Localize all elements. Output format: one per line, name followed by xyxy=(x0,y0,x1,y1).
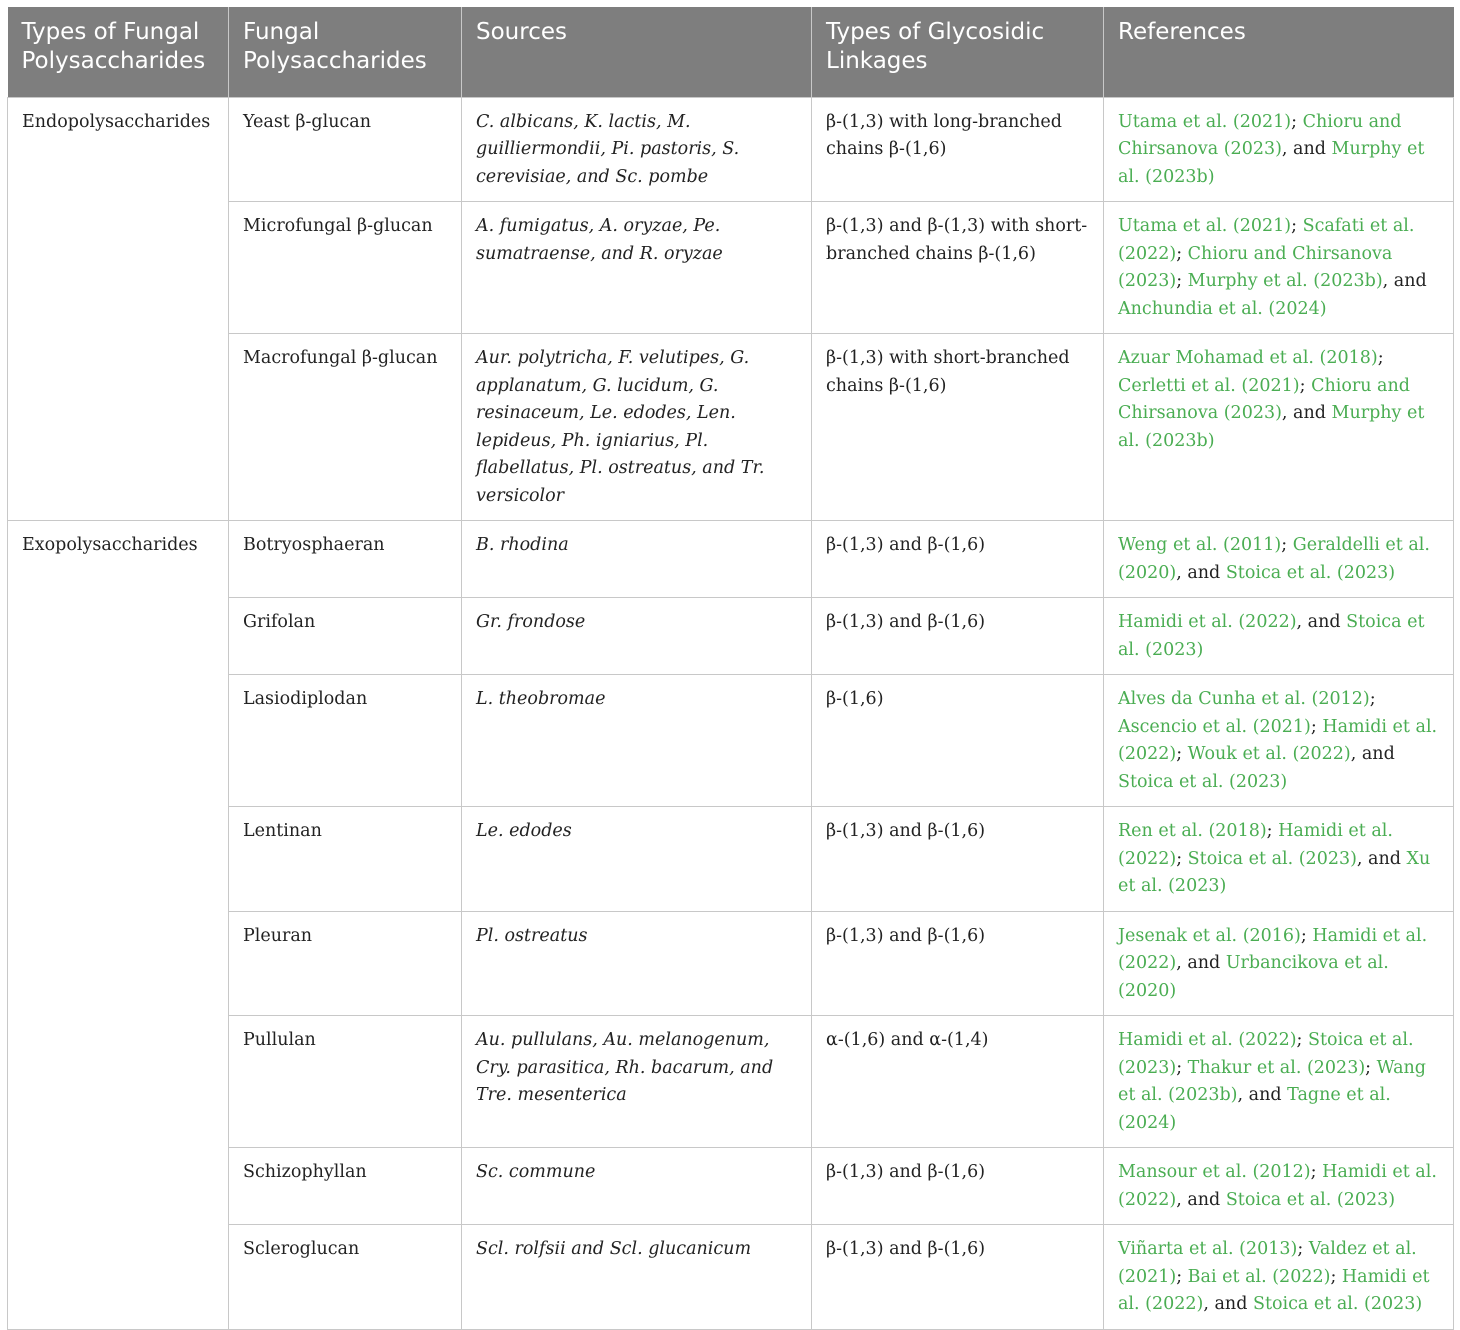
references-cell xyxy=(1104,1225,1454,1330)
reference-link[interactable]: Anchundia et al. (2024) xyxy=(1118,298,1327,319)
reference-link[interactable]: Tagne et al. (2024) xyxy=(1118,1085,1391,1133)
polysaccharide-name-cell: Microfungal β-glucan xyxy=(229,202,462,334)
reference-separator: ; xyxy=(1176,744,1188,764)
reference-link[interactable]: Hamidi et al. (2022) xyxy=(1118,1030,1297,1050)
reference-separator: , and xyxy=(1176,953,1226,973)
reference-separator: ; xyxy=(1176,1266,1188,1287)
reference-separator: , and xyxy=(1237,1085,1288,1105)
reference-link[interactable]: Alves da Cunha et al. (2012) xyxy=(1118,689,1370,709)
reference-separator: ; xyxy=(1176,848,1188,869)
reference-separator: , and xyxy=(1296,612,1347,632)
reference-separator: ; xyxy=(1299,375,1312,396)
sources-cell: L. theobromae xyxy=(462,675,812,807)
polysaccharide-name-cell: Yeast β-glucan xyxy=(229,97,462,202)
polysaccharide-name-cell: Botryosphaeran xyxy=(229,521,462,598)
reference-link[interactable]: Murphy et al. (2023b) xyxy=(1118,139,1425,187)
linkages-cell: β-(1,3) with short-branched chains β-(1,6) xyxy=(812,334,1104,521)
reference-link[interactable]: Hamidi et al. (2022) xyxy=(1118,1266,1430,1314)
reference-link[interactable]: Hamidi et al. (2022) xyxy=(1118,716,1438,764)
reference-separator: ; xyxy=(1266,821,1279,841)
references-cell xyxy=(1104,521,1454,598)
reference-link[interactable]: Scafati et al. (2022) xyxy=(1118,216,1415,264)
reference-separator: ; xyxy=(1297,1239,1309,1259)
references-cell xyxy=(1104,334,1454,521)
reference-separator: ; xyxy=(1310,1162,1323,1182)
reference-separator: ; xyxy=(1291,216,1303,236)
sources-cell: Scl. rolfsii and Scl. glucanicum xyxy=(462,1225,812,1330)
linkages-cell: β-(1,3) and β-(1,3) with short-branched chains β-(1,6) xyxy=(812,202,1104,334)
polysaccharide-name-cell: Lentinan xyxy=(229,807,462,912)
reference-separator: , and xyxy=(1281,139,1332,159)
polysaccharide-name-cell: Pleuran xyxy=(229,911,462,1016)
reference-link[interactable]: Viñarta et al. (2013) xyxy=(1118,1239,1298,1259)
reference-link[interactable]: Stoica et al. (2023) xyxy=(1187,848,1357,869)
reference-separator: ; xyxy=(1369,689,1376,709)
linkages-cell: β-(1,3) and β-(1,6) xyxy=(812,521,1104,598)
header-sources: Sources xyxy=(462,7,812,97)
reference-separator: , and xyxy=(1203,1294,1253,1314)
reference-link[interactable]: Jesenak et al. (2016) xyxy=(1118,925,1301,946)
reference-link[interactable]: Stoica et al. (2023) xyxy=(1252,1294,1423,1314)
reference-separator: ; xyxy=(1176,271,1188,291)
reference-separator: , and xyxy=(1176,1189,1226,1210)
reference-separator: , and xyxy=(1281,403,1332,423)
polysaccharide-name-cell: Scleroglucan xyxy=(229,1225,462,1330)
references-cell xyxy=(1104,807,1454,912)
sources-cell: B. rhodina xyxy=(462,521,812,598)
references-cell xyxy=(1104,1016,1454,1148)
linkages-cell: β-(1,3) and β-(1,6) xyxy=(812,807,1104,912)
header-glycosidic-linkages: Types of Glycosidic Linkages xyxy=(812,7,1104,97)
polysaccharide-type-cell: Endopolysaccharides xyxy=(8,97,229,521)
polysaccharide-name-cell: Pullulan xyxy=(229,1016,462,1148)
reference-separator: ; xyxy=(1310,716,1323,737)
sources-cell: Gr. frondose xyxy=(462,598,812,675)
references-cell xyxy=(1104,1148,1454,1225)
reference-link[interactable]: Utama et al. (2021) xyxy=(1118,111,1292,132)
header-references: References xyxy=(1104,7,1454,97)
polysaccharides-table xyxy=(7,7,1454,1330)
reference-link[interactable]: Hamidi et al. (2022) xyxy=(1118,612,1297,632)
reference-link[interactable]: Stoica et al. (2023) xyxy=(1225,1189,1396,1210)
linkages-cell: β-(1,3) with long-branched chains β-(1,6) xyxy=(812,97,1104,202)
reference-link[interactable]: Stoica et al. (2023) xyxy=(1118,771,1288,792)
table-row xyxy=(8,97,1454,202)
references-cell xyxy=(1104,202,1454,334)
polysaccharide-name-cell: Lasiodiplodan xyxy=(229,675,462,807)
polysaccharide-name-cell: Macrofungal β-glucan xyxy=(229,334,462,521)
reference-link[interactable]: Chioru and Chirsanova (2023) xyxy=(1118,243,1393,291)
sources-cell: Le. edodes xyxy=(462,807,812,912)
references-cell xyxy=(1104,97,1454,202)
reference-link[interactable]: Geraldelli et al. (2020) xyxy=(1118,535,1430,583)
references-cell xyxy=(1104,598,1454,675)
sources-cell: C. albicans, K. lactis, M. guilliermondii, Pi. pastoris, S. cerevisiae, and Sc. pombe xyxy=(462,97,812,202)
reference-link[interactable]: Weng et al. (2011) xyxy=(1118,535,1282,555)
references-cell xyxy=(1104,911,1454,1016)
references-cell xyxy=(1104,675,1454,807)
sources-cell: Sc. commune xyxy=(462,1148,812,1225)
sources-cell: A. fumigatus, A. oryzae, Pe. sumatraense, and R. oryzae xyxy=(462,202,812,334)
linkages-cell: β-(1,3) and β-(1,6) xyxy=(812,911,1104,1016)
reference-link[interactable]: Stoica et al. (2023) xyxy=(1118,1030,1414,1078)
reference-link[interactable]: Hamidi et al. (2022) xyxy=(1118,925,1428,973)
reference-link[interactable]: Ren et al. (2018) xyxy=(1118,821,1267,841)
reference-link[interactable]: Azuar Mohamad et al. (2018) xyxy=(1118,348,1378,368)
reference-link[interactable]: Cerletti et al. (2021) xyxy=(1118,375,1300,396)
reference-link[interactable]: Murphy et al. (2023b) xyxy=(1187,271,1383,291)
reference-link[interactable]: Chioru and Chirsanova (2023) xyxy=(1118,375,1410,423)
reference-separator: ; xyxy=(1377,348,1384,368)
reference-separator: ; xyxy=(1176,1057,1188,1078)
polysaccharide-type-cell: Exopolysaccharides xyxy=(8,521,229,1330)
linkages-cell: β-(1,3) and β-(1,6) xyxy=(812,598,1104,675)
linkages-cell: β-(1,3) and β-(1,6) xyxy=(812,1148,1104,1225)
sources-cell: Aur. polytricha, F. velutipes, G. applanatum, G. lucidum, G. resinaceum, Le. edodes, Len. lepideus, Ph. igniarius, Pl. flabellatus, Pl. ostreatus, and Tr. versicolor xyxy=(462,334,812,521)
sources-cell: Au. pullulans, Au. melanogenum, Cry. parasitica, Rh. bacarum, and Tre. mesenterica xyxy=(462,1016,812,1148)
reference-separator: ; xyxy=(1300,925,1313,946)
reference-link[interactable]: Urbancikova et al. (2020) xyxy=(1118,953,1389,1001)
table-body xyxy=(8,97,1454,1329)
reference-link[interactable]: Hamidi et al. (2022) xyxy=(1118,1162,1437,1210)
reference-link[interactable]: Hamidi et al. (2022) xyxy=(1118,821,1393,869)
reference-link[interactable]: Mansour et al. (2012) xyxy=(1118,1162,1311,1182)
reference-link[interactable]: Stoica et al. (2023) xyxy=(1225,562,1396,583)
reference-link[interactable]: Ascencio et al. (2021) xyxy=(1118,716,1311,737)
reference-separator: ; xyxy=(1330,1266,1342,1287)
sources-cell: Pl. ostreatus xyxy=(462,911,812,1016)
reference-link[interactable]: Stoica et al. (2023) xyxy=(1118,612,1425,660)
reference-separator: , and xyxy=(1350,744,1395,764)
header-fungal-polysaccharides: Fungal Polysaccharides xyxy=(229,7,462,97)
header-types: Types of Fungal Polysaccharides xyxy=(8,7,229,97)
table-row xyxy=(8,521,1454,598)
linkages-cell: β-(1,6) xyxy=(812,675,1104,807)
reference-separator: ; xyxy=(1281,535,1293,555)
reference-separator: , and xyxy=(1356,848,1407,869)
reference-link[interactable]: Utama et al. (2021) xyxy=(1118,216,1292,236)
reference-separator: , and xyxy=(1382,271,1427,291)
reference-separator: , and xyxy=(1176,562,1226,583)
reference-separator: ; xyxy=(1291,111,1303,132)
reference-link[interactable]: Chioru and Chirsanova (2023) xyxy=(1118,111,1402,159)
reference-separator: ; xyxy=(1296,1030,1309,1050)
header-row xyxy=(8,7,1454,97)
reference-link[interactable]: Wang et al. (2023b) xyxy=(1118,1057,1426,1105)
reference-separator: ; xyxy=(1176,243,1188,264)
reference-link[interactable]: Murphy et al. (2023b) xyxy=(1118,403,1425,451)
linkages-cell: β-(1,3) and β-(1,6) xyxy=(812,1225,1104,1330)
polysaccharide-name-cell: Schizophyllan xyxy=(229,1148,462,1225)
reference-link[interactable]: Bai et al. (2022) xyxy=(1187,1266,1331,1287)
reference-link[interactable]: Thakur et al. (2023) xyxy=(1187,1057,1366,1078)
reference-link[interactable]: Xu et al. (2023) xyxy=(1118,848,1431,896)
reference-link[interactable]: Wouk et al. (2022) xyxy=(1187,744,1351,764)
reference-separator: ; xyxy=(1365,1057,1377,1078)
linkages-cell: α-(1,6) and α-(1,4) xyxy=(812,1016,1104,1148)
polysaccharide-name-cell: Grifolan xyxy=(229,598,462,675)
reference-link[interactable]: Valdez et al. (2021) xyxy=(1118,1239,1417,1287)
